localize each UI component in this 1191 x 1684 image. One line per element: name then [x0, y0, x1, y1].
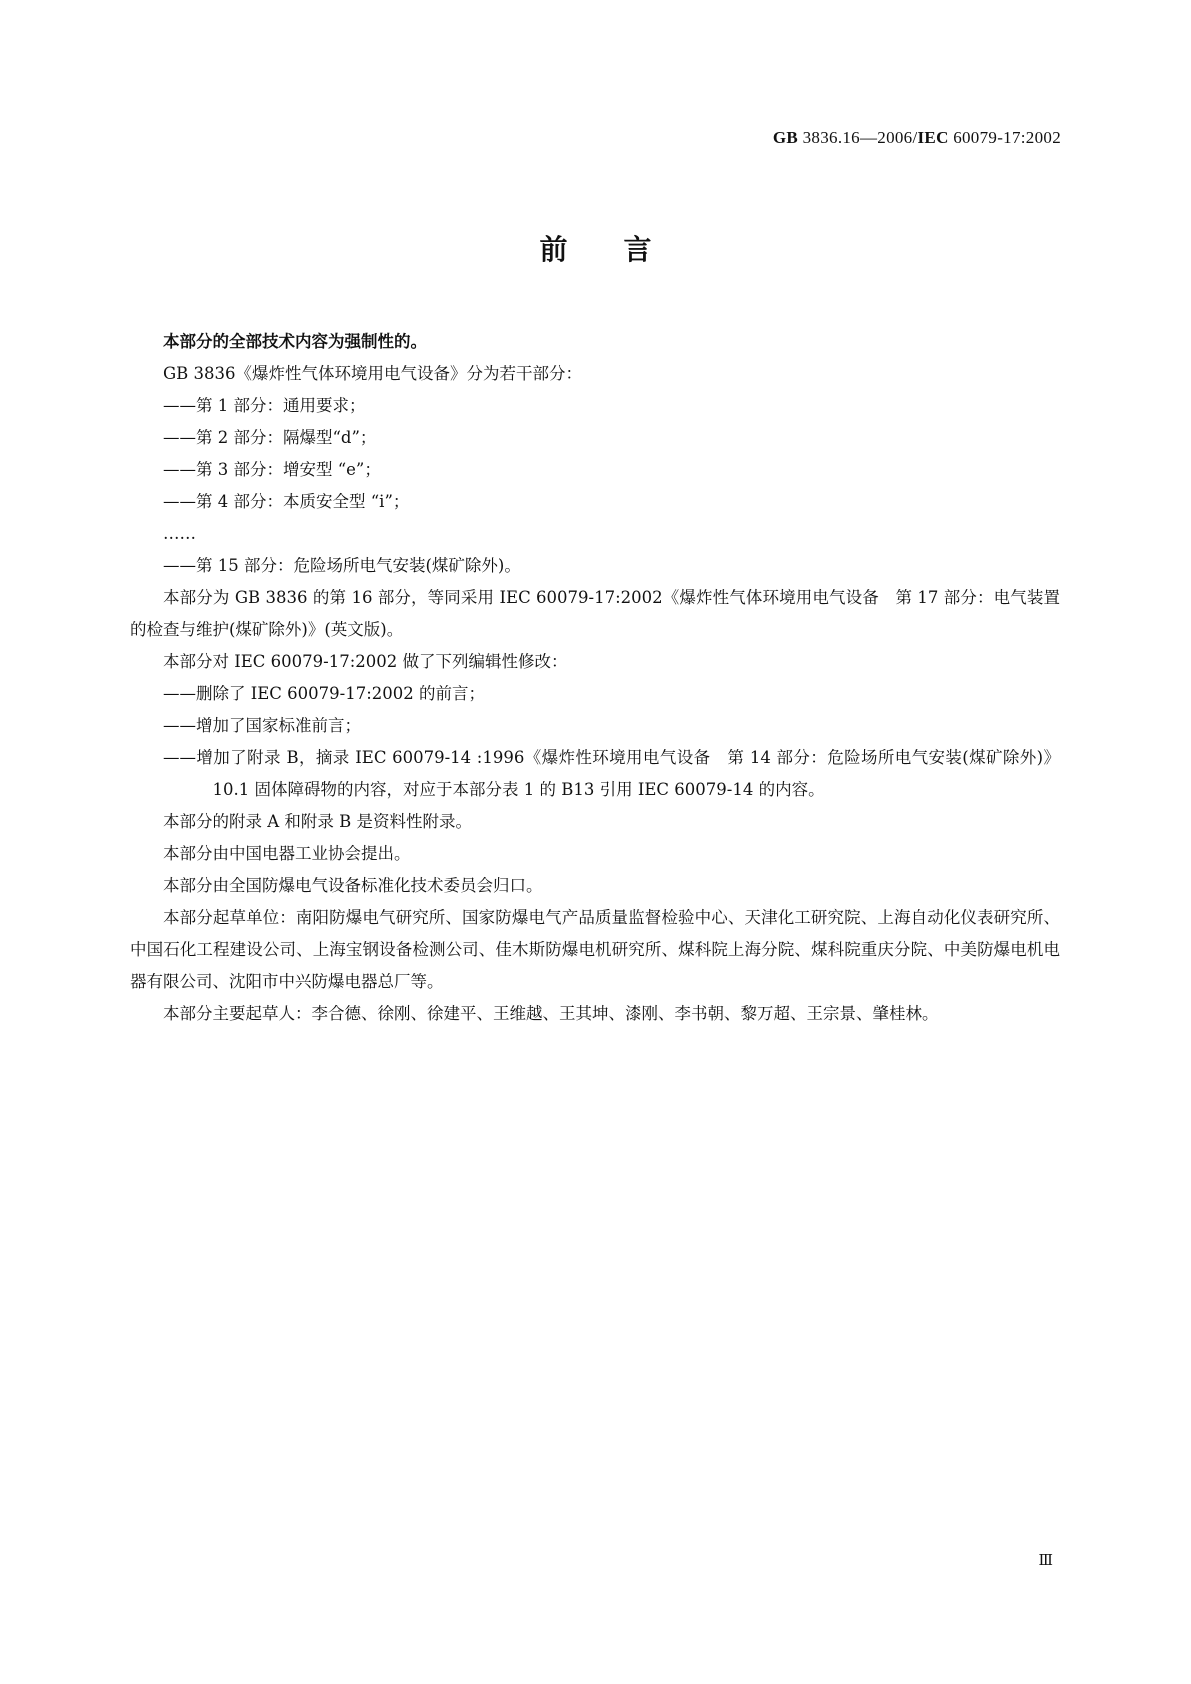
- proposer-statement: 本部分由中国电器工业协会提出。: [163, 844, 411, 863]
- annex-statement: 本部分的附录 A 和附录 B 是资料性附录。: [163, 812, 473, 831]
- list-item: ——增加了国家标准前言；: [163, 716, 361, 735]
- ellipsis: ……: [163, 524, 196, 543]
- standard-iec-prefix: IEC: [917, 128, 949, 147]
- page-number: Ⅲ: [1038, 1553, 1053, 1569]
- list-item: ——第 2 部分：隔爆型“d”；: [163, 428, 377, 447]
- adoption-statement: 本部分为 GB 3836 的第 16 部分，等同采用 IEC 60079-17:2002《爆炸性气体环境用电气设备 第 17 部分：电气装置的检查与维护(煤矿除外)》(英文版)。: [130, 588, 1060, 639]
- drafting-units: 本部分起草单位：南阳防爆电气研究所、国家防爆电气产品质量监督检验中心、天津化工研究院、上海自动化仪表研究所、中国石化工程建设公司、上海宝钢设备检测公司、佳木斯防爆电机研究所、煤科院上海分院、煤科院重庆分院、中美防爆电机电器有限公司、沈阳市中兴防爆电器总厂等。: [130, 908, 1060, 991]
- modifications-intro: 本部分对 IEC 60079-17:2002 做了下列编辑性修改：: [163, 652, 568, 671]
- page-title: 前言: [539, 233, 708, 266]
- drafters: 本部分主要起草人：李合德、徐刚、徐建平、王维越、王其坤、漆刚、李书朝、黎万超、王宗景、肇桂林。: [163, 1004, 939, 1023]
- standard-gb-number: 3836.16—2006/: [798, 128, 918, 147]
- foreword-body: [130, 326, 1060, 1030]
- list-item: ——增加了附录 B，摘录 IEC 60079-14 :1996《爆炸性环境用电气设备 第 14 部分：危险场所电气安装(煤矿除外)》10.1 固体障碍物的内容，对应于本部分表 1 的 B13 引用 IEC 60079-14 的内容。: [163, 748, 1060, 799]
- list-item: ——第 4 部分：本质安全型 “i”；: [163, 492, 410, 511]
- standard-gb-prefix: GB: [772, 128, 799, 147]
- committee-statement: 本部分由全国防爆电气设备标准化技术委员会归口。: [163, 876, 543, 895]
- standard-iec-number: 60079-17:2002: [948, 128, 1061, 147]
- mandatory-statement: 本部分的全部技术内容为强制性的。: [163, 332, 427, 351]
- list-item: ——第 1 部分：通用要求；: [163, 396, 366, 415]
- parts-intro: GB 3836《爆炸性气体环境用电气设备》分为若干部分：: [163, 364, 583, 383]
- list-item: ——第 3 部分：增安型 “e”；: [163, 460, 381, 479]
- list-item: ——第 15 部分：危险场所电气安装(煤矿除外)。: [163, 556, 521, 575]
- list-item: ——删除了 IEC 60079-17:2002 的前言；: [163, 684, 486, 703]
- standard-number-header: [773, 128, 1061, 148]
